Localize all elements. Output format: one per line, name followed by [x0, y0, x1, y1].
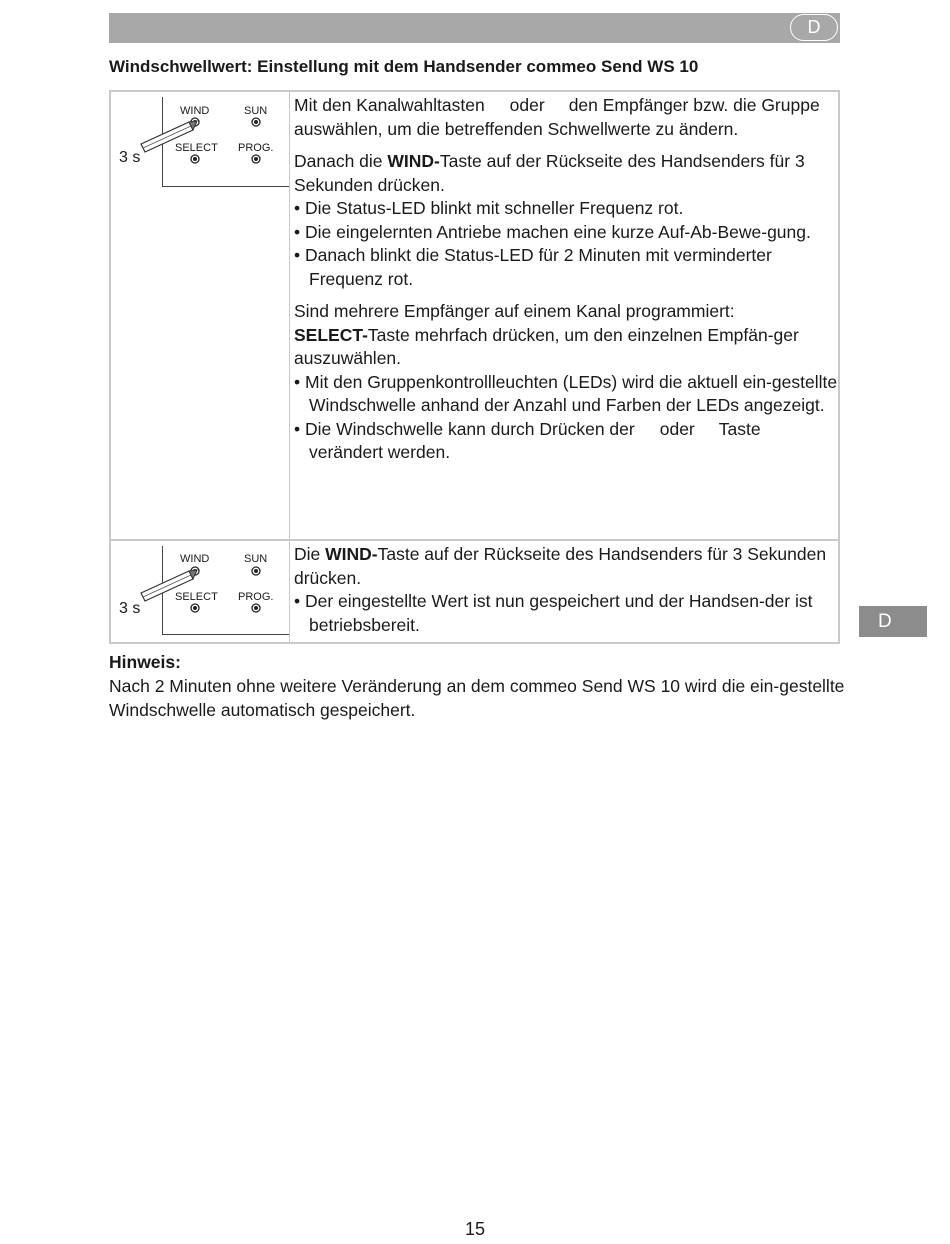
header-bar	[109, 13, 840, 43]
remote-illustration	[111, 541, 289, 641]
prog-label: PROG.	[238, 142, 274, 154]
instruction-row-2	[109, 539, 840, 644]
select-label: SELECT	[175, 591, 218, 603]
page-number: 15	[464, 1219, 486, 1239]
duration-label: 3 s	[119, 600, 141, 617]
section-title: Windschwellwert: Einstellung mit dem Handsender commeo Send WS 10	[109, 57, 699, 76]
note-title: Hinweis:	[109, 652, 181, 672]
prog-label: PROG.	[238, 591, 274, 603]
buttons-and-pen-icon	[111, 541, 289, 641]
select-label: SELECT	[175, 142, 218, 154]
paragraph-wind-save: Die WIND-Taste auf der Rückseite des Handsenders für 3 Sekunden drücken.	[294, 544, 827, 588]
row2-text	[294, 543, 839, 637]
side-language-tab: D	[859, 606, 927, 637]
bullet-item: • Die eingelernten Antriebe machen eine kurze Auf-Ab-Bewe-gung.	[294, 221, 811, 242]
paragraph-wind-press: Danach die WIND-Taste auf der Rückseite des Handsenders für 3 Sekunden drücken.	[294, 151, 805, 195]
column-divider	[289, 541, 290, 642]
buttons-and-pen-icon	[111, 92, 289, 192]
bullet-item: • Mit den Gruppenkontrollleuchten (LEDs) wird die aktuell ein-gestellte Windschwelle anhand der Anzahl und Farben der LEDs angezeigt.	[294, 371, 838, 415]
paragraph-multiple-receivers: Sind mehrere Empfänger auf einem Kanal programmiert: SELECT-Taste mehrfach drücken, um den einzelnen Empfän-ger auszuwählen.	[294, 301, 799, 368]
sun-label: SUN	[244, 553, 268, 565]
bullet-item: • Die Windschwelle kann durch Drücken der oder Taste verändert werden.	[294, 418, 761, 462]
note-body: Nach 2 Minuten ohne weitere Veränderung an dem commeo Send WS 10 wird die ein-gestellte Windschwelle automatisch gespeichert.	[109, 676, 845, 720]
remote-illustration	[111, 92, 289, 192]
bullet-item: • Die Status-LED blinkt mit schneller Frequenz rot.	[294, 198, 684, 218]
column-divider	[289, 92, 290, 539]
row1-text	[294, 94, 839, 465]
language-badge: D	[790, 14, 838, 41]
bullet-item: • Danach blinkt die Status-LED für 2 Minuten mit verminderter Frequenz rot.	[294, 245, 772, 289]
wind-label: WIND	[180, 553, 210, 565]
sun-label: SUN	[244, 105, 268, 117]
instruction-row-1	[109, 90, 840, 541]
paragraph-channel-select: Mit den Kanalwahltasten oder den Empfänger bzw. die Gruppe auswählen, um die betreffenden Schwellwerte zu ändern.	[294, 95, 820, 139]
wind-label: WIND	[180, 105, 210, 117]
bullet-item: • Der eingestellte Wert ist nun gespeichert und der Handsen-der ist betriebsbereit.	[294, 591, 813, 635]
duration-label: 3 s	[119, 149, 141, 166]
